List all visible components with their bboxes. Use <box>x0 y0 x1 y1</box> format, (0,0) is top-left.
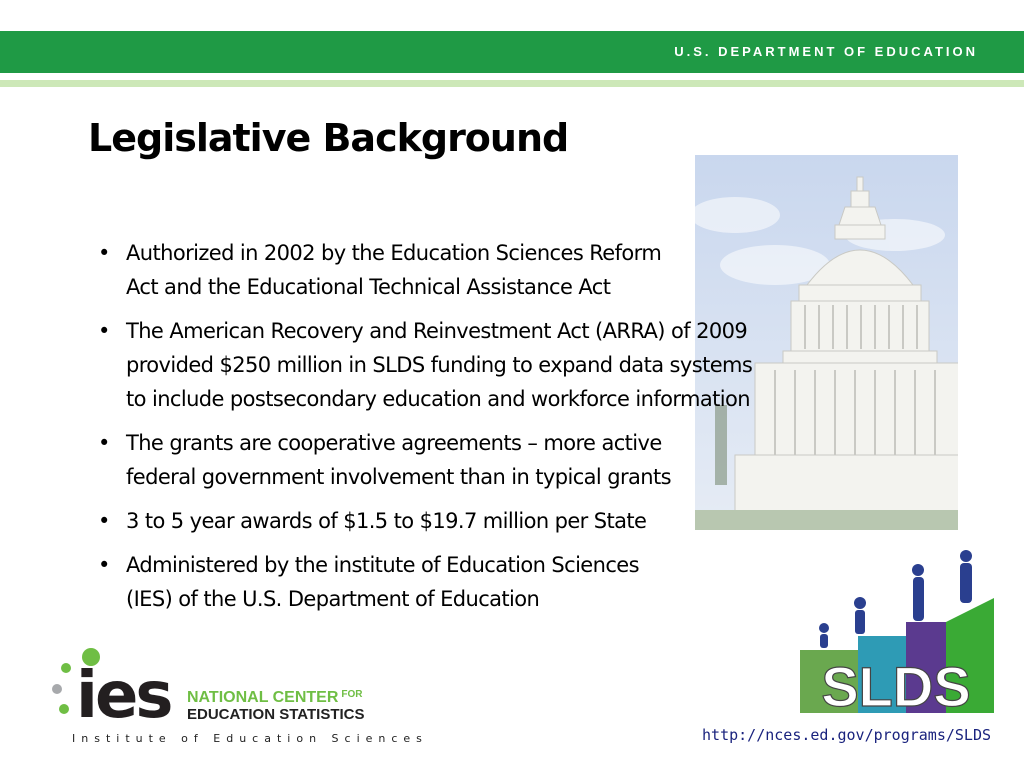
slide-title: Legislative Background <box>88 116 569 160</box>
bullet-symbol: • <box>98 553 110 577</box>
bullet-line: 3 to 5 year awards of $1.5 to $19.7 million per State <box>126 509 647 533</box>
header-stripe <box>0 80 1024 87</box>
slds-logo <box>796 548 996 718</box>
bullet-symbol: • <box>98 241 110 265</box>
bullet-line: to include postsecondary education and workforce information <box>126 387 751 411</box>
slds-url-link[interactable]: http://nces.ed.gov/programs/SLDS <box>702 726 991 744</box>
bullet-item <box>98 314 888 416</box>
bullet-item <box>98 236 888 304</box>
bullet-item <box>98 426 888 494</box>
ies-subtitle: Institute of Education Sciences <box>72 732 428 745</box>
department-name: U.S. DEPARTMENT OF EDUCATION <box>674 44 978 59</box>
bullet-line: The American Recovery and Reinvestment Act (ARRA) of 2009 <box>126 319 748 343</box>
nces-name-line1 <box>187 690 363 706</box>
bullet-line: Act and the Educational Technical Assistance Act <box>126 275 611 299</box>
bullet-line: The grants are cooperative agreements – more active <box>126 431 662 455</box>
nces-name-line2: EDUCATION STATISTICS <box>187 706 365 723</box>
bullet-symbol: • <box>98 509 110 533</box>
nces-for-text: FOR <box>341 689 363 700</box>
bullet-line: provided $250 million in SLDS funding to expand data systems <box>126 353 753 377</box>
bullet-item <box>98 504 888 538</box>
bullet-symbol: • <box>98 319 110 343</box>
bullet-item <box>98 548 888 616</box>
bullet-line: Administered by the institute of Education Sciences <box>126 553 639 577</box>
bullet-list <box>98 236 888 626</box>
nces-name-text: NATIONAL CENTER <box>187 689 339 706</box>
slds-wordmark: SLDS <box>821 655 971 718</box>
bullet-line: federal government involvement than in typical grants <box>126 465 671 489</box>
bullet-symbol: • <box>98 431 110 455</box>
bullet-line: Authorized in 2002 by the Education Sciences Reform <box>126 241 662 265</box>
bullet-line: (IES) of the U.S. Department of Education <box>126 587 540 611</box>
ies-wordmark: ies <box>76 659 171 725</box>
